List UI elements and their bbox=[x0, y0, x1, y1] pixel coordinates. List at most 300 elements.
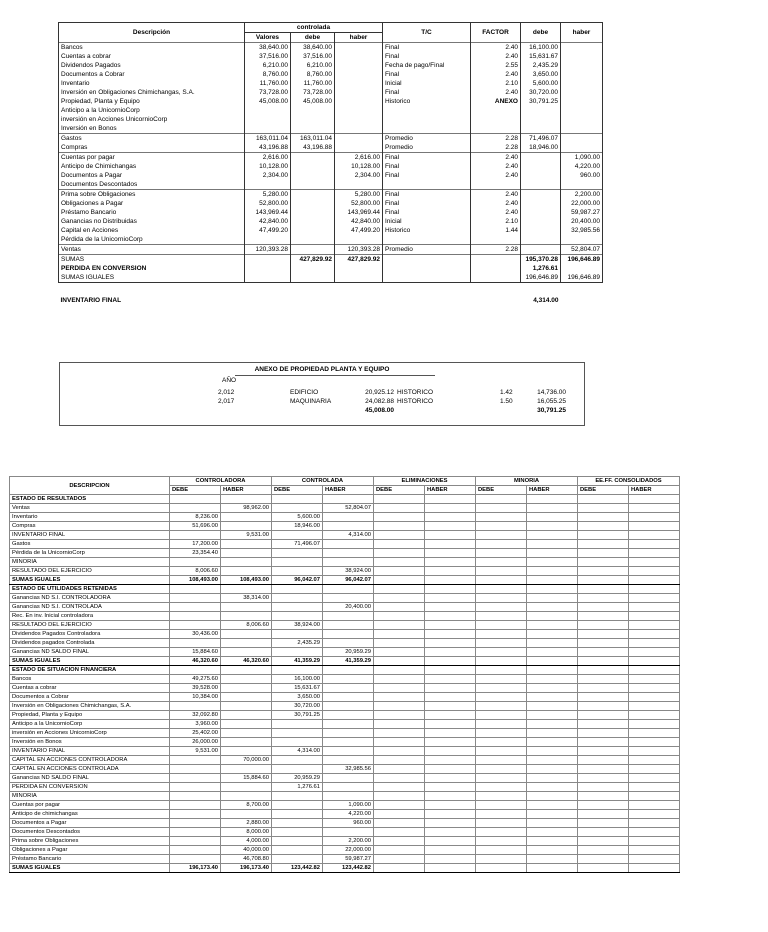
cell-description: Ventas bbox=[59, 245, 245, 255]
table-row bbox=[10, 549, 680, 558]
cell-empty bbox=[476, 783, 527, 792]
cell-debe-converted bbox=[521, 226, 561, 235]
cell-empty bbox=[374, 576, 425, 585]
cell-haber-converted: 32,985.56 bbox=[561, 226, 603, 235]
cell-description: ESTADO DE RESULTADOS bbox=[10, 495, 170, 504]
cell-debe: 11,760.00 bbox=[291, 79, 335, 88]
cell-empty bbox=[425, 648, 476, 657]
table-row bbox=[10, 513, 680, 522]
perdida-blank bbox=[471, 264, 521, 273]
cell-empty bbox=[629, 576, 680, 585]
cell-empty bbox=[374, 549, 425, 558]
cell-valores: 120,393.28 bbox=[245, 245, 291, 255]
cell-empty bbox=[476, 666, 527, 675]
cell-empty bbox=[527, 675, 578, 684]
cell-haber: 10,128.00 bbox=[335, 162, 383, 171]
cell-controladora-debe: 15,884.60 bbox=[170, 648, 221, 657]
cell-controladora-debe bbox=[170, 531, 221, 540]
cell-description: Obligaciones a Pagar bbox=[59, 199, 245, 208]
table-row bbox=[59, 124, 603, 134]
cell-tc: Promedio bbox=[383, 245, 471, 255]
cell-debe-converted bbox=[521, 124, 561, 134]
cell-debe bbox=[291, 180, 335, 190]
cell-description: Gastos bbox=[59, 134, 245, 144]
cell-empty bbox=[374, 846, 425, 855]
cell-empty bbox=[527, 648, 578, 657]
cell-empty bbox=[578, 603, 629, 612]
annex-basis-1: HISTORICO bbox=[397, 389, 433, 396]
cell-haber: 2,304.00 bbox=[335, 171, 383, 180]
cell-controlada-haber bbox=[323, 828, 374, 837]
cell-empty bbox=[425, 567, 476, 576]
cell-haber bbox=[335, 134, 383, 144]
iguales-blank bbox=[291, 273, 335, 283]
cell-description: Dividendos Pagados bbox=[59, 61, 245, 70]
sumas-debe-converted: 195,370.28 bbox=[521, 255, 561, 265]
iguales-blank bbox=[245, 273, 291, 283]
cell-factor: ANEXO bbox=[471, 97, 521, 106]
cell-controladora-debe bbox=[170, 504, 221, 513]
cell-controladora-debe: 8,006.60 bbox=[170, 567, 221, 576]
cell-empty bbox=[527, 783, 578, 792]
cell-empty bbox=[629, 504, 680, 513]
cell-empty bbox=[578, 522, 629, 531]
cell-debe-converted: 15,631.67 bbox=[521, 52, 561, 61]
cell-controlada-haber: 96,042.07 bbox=[323, 576, 374, 585]
cell-debe: 73,728.00 bbox=[291, 88, 335, 97]
cell-empty bbox=[629, 738, 680, 747]
cell-empty bbox=[476, 603, 527, 612]
table-row bbox=[10, 783, 680, 792]
spacer-row bbox=[59, 283, 603, 297]
cell-empty bbox=[527, 558, 578, 567]
table-row bbox=[10, 684, 680, 693]
header-eliminaciones: ELIMINACIONES bbox=[374, 477, 476, 486]
table-row bbox=[10, 747, 680, 756]
cell-description: PERDIDA EN CONVERSION bbox=[10, 783, 170, 792]
cell-controladora-debe bbox=[170, 612, 221, 621]
cell-empty bbox=[374, 702, 425, 711]
summary-row bbox=[59, 264, 603, 273]
cell-empty bbox=[578, 819, 629, 828]
cell-debe-converted bbox=[521, 153, 561, 163]
cell-haber-converted bbox=[561, 43, 603, 53]
cell-controladora-debe bbox=[170, 765, 221, 774]
cell-empty bbox=[476, 684, 527, 693]
cell-haber: 5,280.00 bbox=[335, 190, 383, 200]
cell-tc: Promedio bbox=[383, 143, 471, 153]
cell-empty bbox=[476, 702, 527, 711]
cell-controlada-debe bbox=[272, 558, 323, 567]
perdida-label: PERDIDA EN CONVERSION bbox=[59, 264, 245, 273]
cell-description: Anticipo a la UnicornioCorp bbox=[59, 106, 245, 115]
perdida-blank bbox=[383, 264, 471, 273]
cell-description: Prima sobre Obligaciones bbox=[59, 190, 245, 200]
cell-haber: 2,616.00 bbox=[335, 153, 383, 163]
cell-controladora-haber bbox=[221, 810, 272, 819]
cell-haber-converted: 20,400.00 bbox=[561, 217, 603, 226]
cell-empty bbox=[476, 711, 527, 720]
cell-tc: Inicial bbox=[383, 217, 471, 226]
cell-empty bbox=[527, 549, 578, 558]
cell-description: INVENTARIO FINAL bbox=[10, 531, 170, 540]
annex-value-1: 20,925.12 bbox=[365, 389, 394, 396]
cell-empty bbox=[527, 747, 578, 756]
cell-debe bbox=[291, 190, 335, 200]
cell-empty bbox=[629, 549, 680, 558]
cell-empty bbox=[629, 639, 680, 648]
section-header-row bbox=[10, 666, 680, 675]
cell-description: Cuentas por pagar bbox=[59, 153, 245, 163]
cell-empty bbox=[476, 801, 527, 810]
cell-empty bbox=[476, 864, 527, 873]
cell-controlada-haber: 4,220.00 bbox=[323, 810, 374, 819]
header-debe-col: DEBE bbox=[374, 486, 425, 495]
cell-empty bbox=[374, 693, 425, 702]
perdida-blank bbox=[245, 264, 291, 273]
cell-controlada-haber bbox=[323, 585, 374, 594]
cell-haber-converted: 4,220.00 bbox=[561, 162, 603, 171]
cell-empty bbox=[425, 513, 476, 522]
cell-controlada-haber: 59,987.27 bbox=[323, 855, 374, 864]
cell-empty bbox=[425, 711, 476, 720]
cell-description: Ganancias ND S.I. CONTROLADORA bbox=[10, 594, 170, 603]
cell-controlada-haber bbox=[323, 783, 374, 792]
cell-empty bbox=[527, 585, 578, 594]
cell-empty bbox=[527, 792, 578, 801]
cell-empty bbox=[374, 720, 425, 729]
iguales-debe: 196,646.89 bbox=[521, 273, 561, 283]
section-header-row bbox=[10, 585, 680, 594]
cell-empty bbox=[476, 792, 527, 801]
table-row bbox=[59, 52, 603, 61]
header-controladora: CONTROLADORA bbox=[170, 477, 272, 486]
cell-empty bbox=[527, 666, 578, 675]
cell-valores: 45,008.00 bbox=[245, 97, 291, 106]
cell-factor: 2.55 bbox=[471, 61, 521, 70]
table-row bbox=[59, 208, 603, 217]
cell-empty bbox=[629, 801, 680, 810]
cell-description: MINORIA bbox=[10, 792, 170, 801]
header-tc: T/C bbox=[383, 23, 471, 43]
cell-controladora-haber bbox=[221, 747, 272, 756]
summary-row bbox=[59, 273, 603, 283]
iguales-haber: 196,646.89 bbox=[561, 273, 603, 283]
cell-empty bbox=[578, 495, 629, 504]
cell-controladora-haber bbox=[221, 513, 272, 522]
cell-description: SUMAS IGUALES bbox=[10, 657, 170, 666]
cell-controladora-debe: 17,200.00 bbox=[170, 540, 221, 549]
cell-controlada-debe bbox=[272, 549, 323, 558]
cell-empty bbox=[578, 558, 629, 567]
cell-controlada-haber bbox=[323, 558, 374, 567]
table-row bbox=[10, 522, 680, 531]
cell-controladora-haber: 15,884.60 bbox=[221, 774, 272, 783]
cell-valores: 11,760.00 bbox=[245, 79, 291, 88]
header-debe-col: DEBE bbox=[170, 486, 221, 495]
cell-controladora-debe bbox=[170, 495, 221, 504]
cell-empty bbox=[476, 567, 527, 576]
cell-controlada-debe: 20,959.29 bbox=[272, 774, 323, 783]
cell-controladora-debe: 26,000.00 bbox=[170, 738, 221, 747]
cell-empty bbox=[527, 540, 578, 549]
summary-row bbox=[59, 255, 603, 265]
cell-empty bbox=[374, 783, 425, 792]
cell-controlada-debe bbox=[272, 495, 323, 504]
cell-factor: 2.40 bbox=[471, 43, 521, 53]
cell-controladora-debe bbox=[170, 846, 221, 855]
cell-factor: 1.44 bbox=[471, 226, 521, 235]
cell-description: MINORIA bbox=[10, 558, 170, 567]
cell-empty bbox=[425, 522, 476, 531]
sumas-valores bbox=[245, 255, 291, 265]
cell-empty bbox=[425, 855, 476, 864]
cell-controladora-debe bbox=[170, 756, 221, 765]
perdida-blank bbox=[291, 264, 335, 273]
cell-empty bbox=[374, 765, 425, 774]
cell-controladora-haber bbox=[221, 495, 272, 504]
cell-empty bbox=[629, 855, 680, 864]
cell-empty bbox=[476, 693, 527, 702]
cell-debe-converted bbox=[521, 217, 561, 226]
cell-haber-converted bbox=[561, 79, 603, 88]
iguales-blank bbox=[383, 273, 471, 283]
cell-controladora-debe: 49,275.60 bbox=[170, 675, 221, 684]
cell-empty bbox=[629, 675, 680, 684]
cell-empty bbox=[629, 540, 680, 549]
cell-valores: 2,304.00 bbox=[245, 171, 291, 180]
annex-ppe-box bbox=[59, 362, 585, 426]
spacer-cell bbox=[471, 283, 521, 297]
cell-tc: Final bbox=[383, 171, 471, 180]
cell-controlada-debe bbox=[272, 666, 323, 675]
table-row bbox=[10, 648, 680, 657]
cell-empty bbox=[374, 738, 425, 747]
header-debe-converted: debe bbox=[521, 23, 561, 43]
cell-empty bbox=[374, 504, 425, 513]
table-row bbox=[10, 639, 680, 648]
header-debe: debe bbox=[291, 33, 335, 43]
cell-tc: Historico bbox=[383, 226, 471, 235]
cell-controladora-haber: 46,320.60 bbox=[221, 657, 272, 666]
header-debe-col: DEBE bbox=[578, 486, 629, 495]
cell-controladora-haber bbox=[221, 558, 272, 567]
cell-empty bbox=[476, 765, 527, 774]
table-row bbox=[10, 792, 680, 801]
cell-empty bbox=[374, 819, 425, 828]
cell-haber bbox=[335, 180, 383, 190]
cell-controladora-haber bbox=[221, 612, 272, 621]
cell-controladora-debe: 9,531.00 bbox=[170, 747, 221, 756]
cell-description: Documentos Descontados bbox=[10, 828, 170, 837]
cell-empty bbox=[527, 729, 578, 738]
cell-controladora-haber: 70,000.00 bbox=[221, 756, 272, 765]
table-row bbox=[10, 540, 680, 549]
cell-controladora-haber bbox=[221, 720, 272, 729]
cell-haber-converted bbox=[561, 180, 603, 190]
cell-controlada-haber bbox=[323, 720, 374, 729]
cell-haber-converted bbox=[561, 70, 603, 79]
cell-empty bbox=[374, 639, 425, 648]
cell-debe bbox=[291, 115, 335, 124]
sumas-factor bbox=[471, 255, 521, 265]
cell-description: Prima sobre Obligaciones bbox=[10, 837, 170, 846]
cell-haber bbox=[335, 97, 383, 106]
cell-haber bbox=[335, 61, 383, 70]
cell-empty bbox=[578, 729, 629, 738]
cell-debe-converted: 30,720.00 bbox=[521, 88, 561, 97]
cell-debe-converted: 2,435.29 bbox=[521, 61, 561, 70]
cell-description: Gastos bbox=[10, 540, 170, 549]
table-row bbox=[10, 558, 680, 567]
cell-controlada-haber bbox=[323, 792, 374, 801]
cell-description: Cuentas a cobrar bbox=[59, 52, 245, 61]
cell-empty bbox=[425, 675, 476, 684]
cell-haber: 143,969.44 bbox=[335, 208, 383, 217]
cell-controlada-haber bbox=[323, 684, 374, 693]
cell-controladora-haber bbox=[221, 675, 272, 684]
spacer-cell bbox=[561, 283, 603, 297]
cell-controladora-debe: 10,384.00 bbox=[170, 693, 221, 702]
header-haber-col: HABER bbox=[221, 486, 272, 495]
cell-empty bbox=[476, 630, 527, 639]
cell-description: Bancos bbox=[59, 43, 245, 53]
cell-debe: 43,196.88 bbox=[291, 143, 335, 153]
cell-empty bbox=[374, 603, 425, 612]
table-row bbox=[10, 756, 680, 765]
cell-empty bbox=[527, 765, 578, 774]
annex-converted-1: 14,736.00 bbox=[537, 389, 566, 396]
cell-empty bbox=[578, 675, 629, 684]
cell-description: Ganancias no Distribuidas bbox=[59, 217, 245, 226]
cell-empty bbox=[425, 765, 476, 774]
cell-empty bbox=[629, 657, 680, 666]
cell-valores bbox=[245, 235, 291, 245]
cell-factor bbox=[471, 106, 521, 115]
header-debe-col: DEBE bbox=[272, 486, 323, 495]
cell-valores: 163,011.04 bbox=[245, 134, 291, 144]
cell-empty bbox=[425, 621, 476, 630]
perdida-blank bbox=[561, 264, 603, 273]
cell-valores: 143,969.44 bbox=[245, 208, 291, 217]
cell-factor: 2.28 bbox=[471, 143, 521, 153]
annex-year-2: 2,017 bbox=[218, 398, 235, 405]
cell-debe bbox=[291, 217, 335, 226]
table-row bbox=[59, 134, 603, 144]
cell-empty bbox=[476, 774, 527, 783]
cell-empty bbox=[629, 702, 680, 711]
cell-controlada-debe: 38,924.00 bbox=[272, 621, 323, 630]
cell-empty bbox=[476, 729, 527, 738]
cell-empty bbox=[578, 738, 629, 747]
annex-factor-1: 1.42 bbox=[500, 389, 513, 396]
cell-description: RESULTADO DEL EJERCICIO bbox=[10, 567, 170, 576]
cell-controladora-debe: 32,092.80 bbox=[170, 711, 221, 720]
cell-controlada-debe bbox=[272, 648, 323, 657]
cell-empty bbox=[476, 756, 527, 765]
cell-controlada-haber bbox=[323, 630, 374, 639]
cell-controlada-haber bbox=[323, 738, 374, 747]
table-row bbox=[10, 774, 680, 783]
cell-empty bbox=[527, 801, 578, 810]
cell-empty bbox=[578, 684, 629, 693]
cell-empty bbox=[374, 792, 425, 801]
annex-value-2: 24,082.88 bbox=[365, 398, 394, 405]
cell-valores: 52,800.00 bbox=[245, 199, 291, 208]
cell-empty bbox=[425, 756, 476, 765]
cell-debe bbox=[291, 226, 335, 235]
table-row bbox=[10, 855, 680, 864]
cell-haber-converted bbox=[561, 97, 603, 106]
cell-controladora-debe bbox=[170, 621, 221, 630]
cell-controlada-debe bbox=[272, 756, 323, 765]
iguales-blank bbox=[471, 273, 521, 283]
cell-controladora-debe bbox=[170, 603, 221, 612]
table-row bbox=[10, 621, 680, 630]
cell-debe-converted: 30,791.25 bbox=[521, 97, 561, 106]
cell-controladora-debe bbox=[170, 702, 221, 711]
table-row bbox=[10, 675, 680, 684]
cell-empty bbox=[527, 504, 578, 513]
cell-empty bbox=[629, 828, 680, 837]
cell-haber: 47,499.20 bbox=[335, 226, 383, 235]
cell-empty bbox=[629, 864, 680, 873]
cell-debe-converted bbox=[521, 199, 561, 208]
cell-empty bbox=[578, 720, 629, 729]
cell-empty bbox=[476, 675, 527, 684]
cell-haber-converted: 960.00 bbox=[561, 171, 603, 180]
cell-factor: 2.10 bbox=[471, 79, 521, 88]
cell-empty bbox=[425, 774, 476, 783]
cell-empty bbox=[374, 558, 425, 567]
sumas-haber-converted: 196,646.89 bbox=[561, 255, 603, 265]
cell-empty bbox=[527, 522, 578, 531]
cell-empty bbox=[425, 495, 476, 504]
annex-asset-2: MAQUINARIA bbox=[290, 398, 332, 405]
cell-controlada-haber: 22,000.00 bbox=[323, 846, 374, 855]
cell-empty bbox=[374, 675, 425, 684]
cell-debe-converted bbox=[521, 106, 561, 115]
cell-controladora-haber bbox=[221, 711, 272, 720]
cell-controlada-haber bbox=[323, 540, 374, 549]
cell-empty bbox=[476, 621, 527, 630]
cell-debe bbox=[291, 199, 335, 208]
cell-controladora-debe bbox=[170, 810, 221, 819]
cell-empty bbox=[578, 666, 629, 675]
cell-controladora-haber: 4,000.00 bbox=[221, 837, 272, 846]
table-row bbox=[10, 612, 680, 621]
cell-description: Préstamo Bancario bbox=[10, 855, 170, 864]
cell-controlada-debe bbox=[272, 594, 323, 603]
cell-controladora-haber: 8,000.00 bbox=[221, 828, 272, 837]
cell-empty bbox=[527, 630, 578, 639]
cell-valores bbox=[245, 115, 291, 124]
cell-empty bbox=[629, 774, 680, 783]
cell-controlada-debe bbox=[272, 738, 323, 747]
cell-empty bbox=[425, 801, 476, 810]
cell-controlada-debe: 2,435.29 bbox=[272, 639, 323, 648]
annex-converted-2: 16,055.25 bbox=[537, 398, 566, 405]
cell-controladora-debe bbox=[170, 594, 221, 603]
cell-empty bbox=[425, 837, 476, 846]
cell-factor: 2.40 bbox=[471, 52, 521, 61]
cell-empty bbox=[578, 531, 629, 540]
header-eeff-consolidados: EE.FF. CONSOLIDADOS bbox=[578, 477, 680, 486]
cell-debe bbox=[291, 245, 335, 255]
cell-description: Documentos Descontados bbox=[59, 180, 245, 190]
cell-haber-converted: 22,000.00 bbox=[561, 199, 603, 208]
cell-empty bbox=[476, 720, 527, 729]
